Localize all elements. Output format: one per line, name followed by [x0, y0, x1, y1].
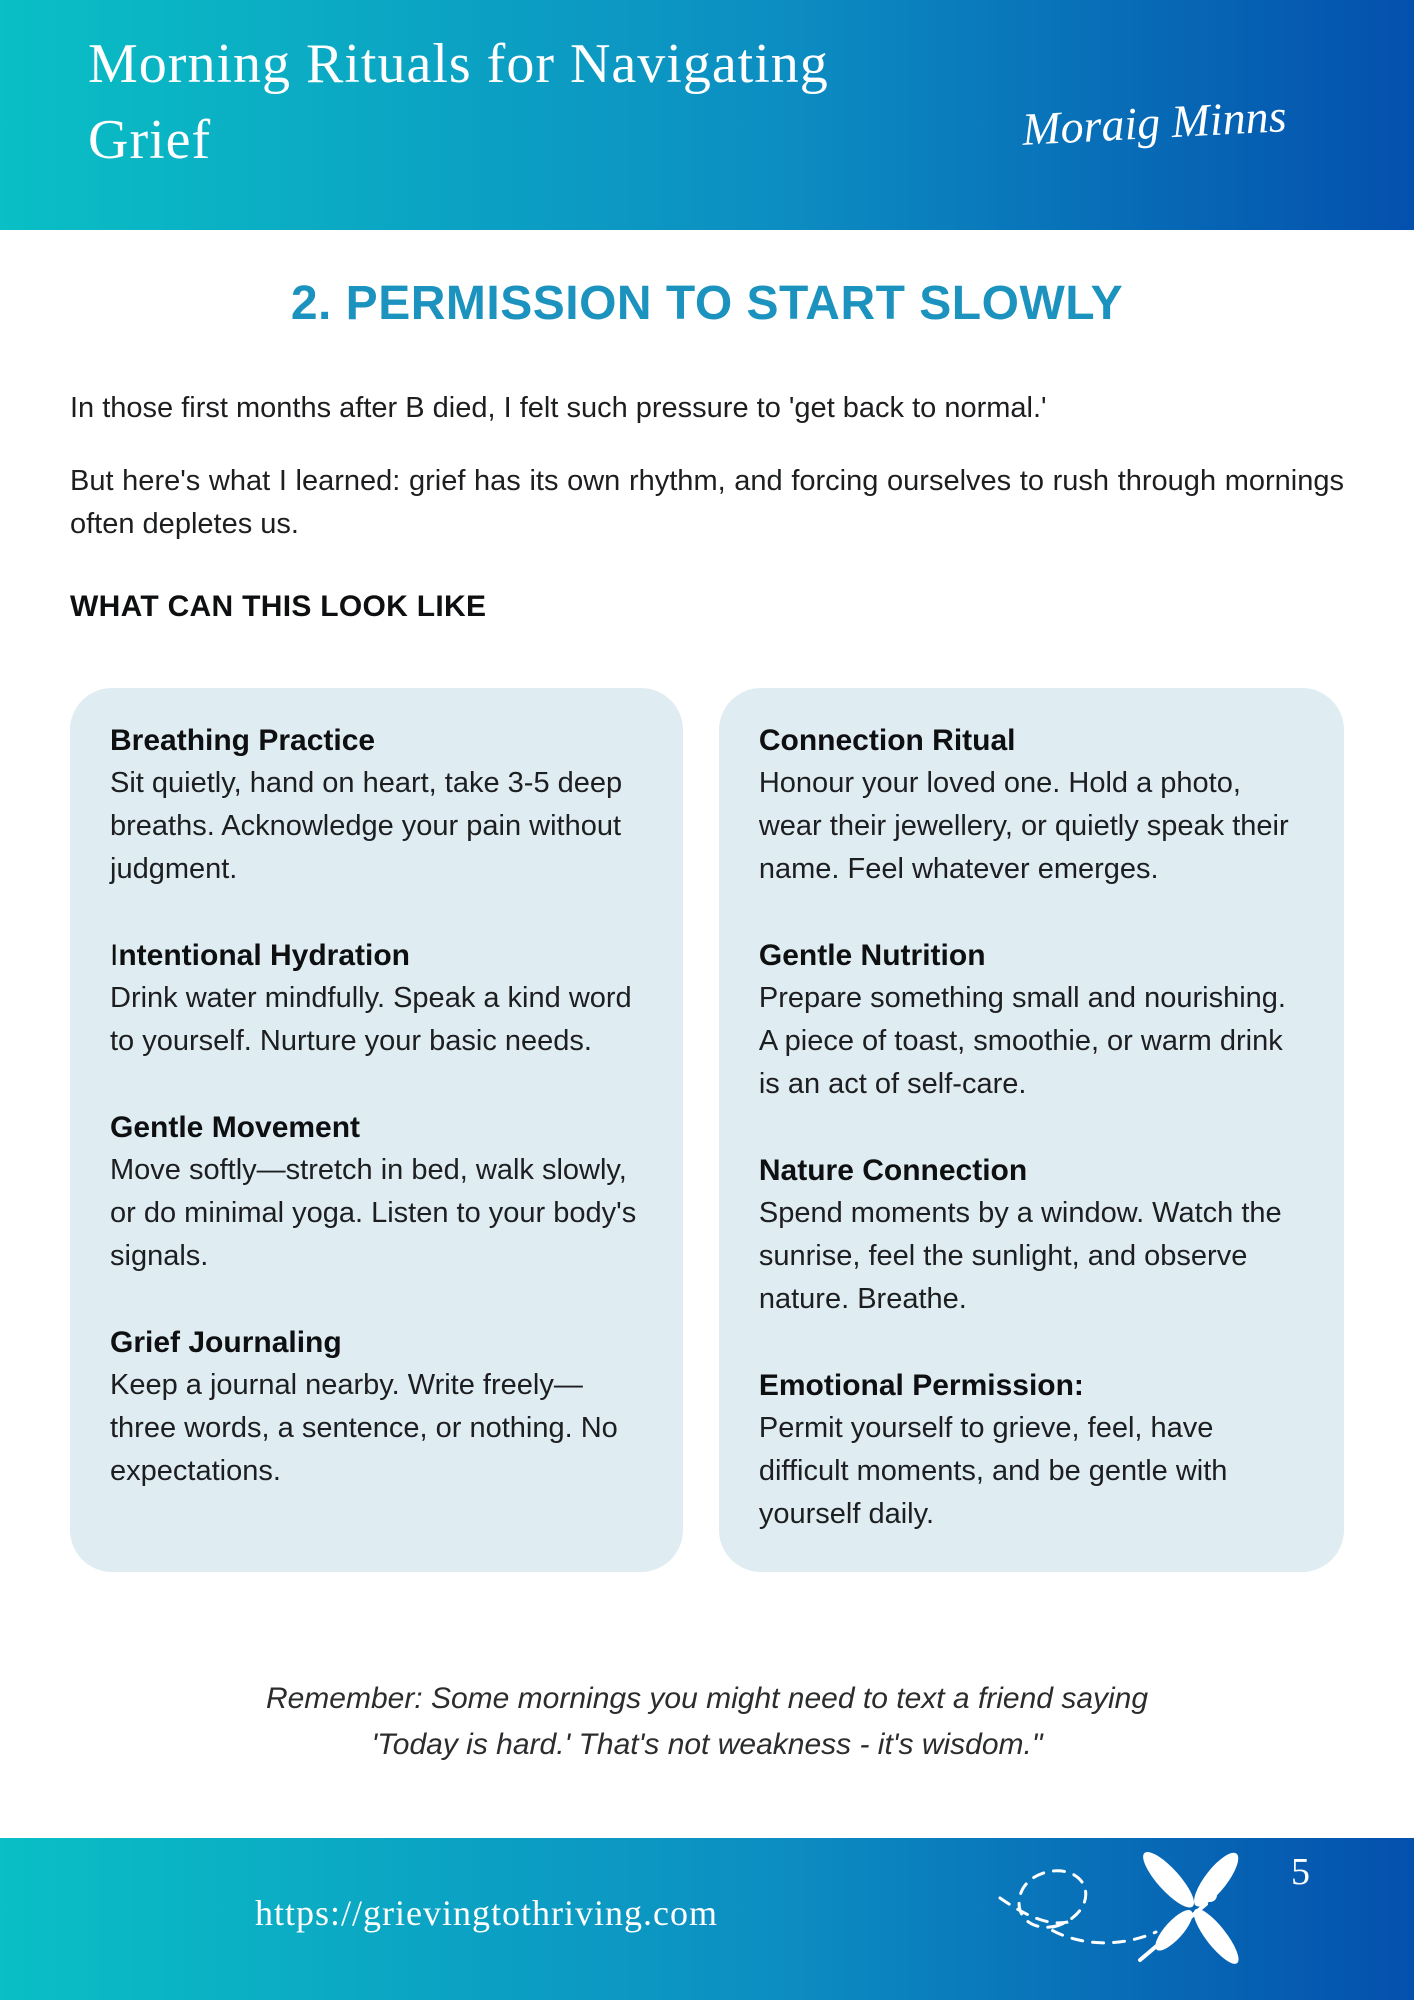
card-item-intentional-hydration: [110, 935, 643, 1063]
ritual-card-left: [70, 688, 683, 1572]
author-signature: Moraig Minns: [1020, 90, 1288, 155]
card-item-heading: Gentle Movement: [110, 1111, 361, 1144]
card-item-heading: Nature Connection: [758, 1154, 1028, 1187]
card-item-heading: Intentional Hydration: [110, 939, 411, 972]
main-content: [70, 230, 1344, 1768]
reminder-quote: Remember: Some mornings you might need to text a friend saying 'Today is hard.' That's not weakness - it's wisdom.": [265, 1682, 1149, 1761]
intro-paragraph-1: In those first months after B died, I felt such pressure to 'get back to normal.': [70, 392, 1047, 424]
page-number: 5: [1291, 1851, 1310, 1893]
card-item-gentle-movement: [110, 1107, 643, 1278]
card-item-emotional-permission: [759, 1365, 1304, 1536]
flight-path: [1000, 1871, 1156, 1943]
card-item-body: Honour your loved one. Hold a photo, wear their jewellery, or quietly speak their name. Feel whatever emerges.: [758, 767, 1289, 885]
card-item-body: Drink water mindfully. Speak a kind word to yourself. Nurture your basic needs.: [110, 982, 632, 1057]
card-item-body: Spend moments by a window. Watch the sunrise, feel the sunlight, and observe nature. Breathe.: [758, 1197, 1282, 1315]
card-item-body: Prepare something small and nourishing. A piece of toast, smoothie, or warm drink is an act of self-care.: [758, 982, 1286, 1100]
card-item-breathing-practice: [110, 720, 643, 891]
subsection-heading: WHAT CAN THIS LOOK LIKE: [70, 590, 487, 623]
card-item-body: Keep a journal nearby. Write freely—three words, a sentence, or nothing. No expectations.: [110, 1369, 618, 1487]
header-banner: [0, 0, 1414, 230]
card-item-connection-ritual: [759, 720, 1304, 891]
card-item-grief-journaling: [110, 1322, 643, 1493]
card-item-heading: Gentle Nutrition: [758, 939, 986, 972]
footer-banner: [0, 1838, 1414, 2000]
card-item-body: Sit quietly, hand on heart, take 3-5 deep breaths. Acknowledge your pain without judgment.: [110, 767, 623, 885]
ritual-card-right: [719, 688, 1344, 1572]
intro-paragraph-2: But here's what I learned: grief has its own rhythm, and forcing ourselves to rush through mornings often depletes us.: [70, 465, 1344, 540]
card-item-heading: Emotional Permission:: [758, 1369, 1084, 1402]
site-url-link[interactable]: https://grievingtothriving.com: [255, 1893, 718, 1933]
card-item-gentle-nutrition: [759, 935, 1304, 1106]
card-item-heading: Breathing Practice: [110, 724, 376, 757]
dragonfly-icon: [996, 1850, 1276, 1982]
ritual-cards: [70, 688, 1344, 1572]
card-item-heading: Grief Journaling: [110, 1326, 342, 1359]
card-item-body: Permit yourself to grieve, feel, have difficult moments, and be gentle with yourself daily.: [758, 1412, 1228, 1530]
page-title: Morning Rituals for Navigating Grief: [88, 33, 829, 171]
card-item-heading: Connection Ritual: [758, 724, 1016, 757]
card-item-body: Move softly—stretch in bed, walk slowly, or do minimal yoga. Listen to your body's signals.: [110, 1154, 637, 1272]
card-item-nature-connection: [759, 1150, 1304, 1321]
section-heading: 2. PERMISSION TO START SLOWLY: [290, 277, 1124, 330]
